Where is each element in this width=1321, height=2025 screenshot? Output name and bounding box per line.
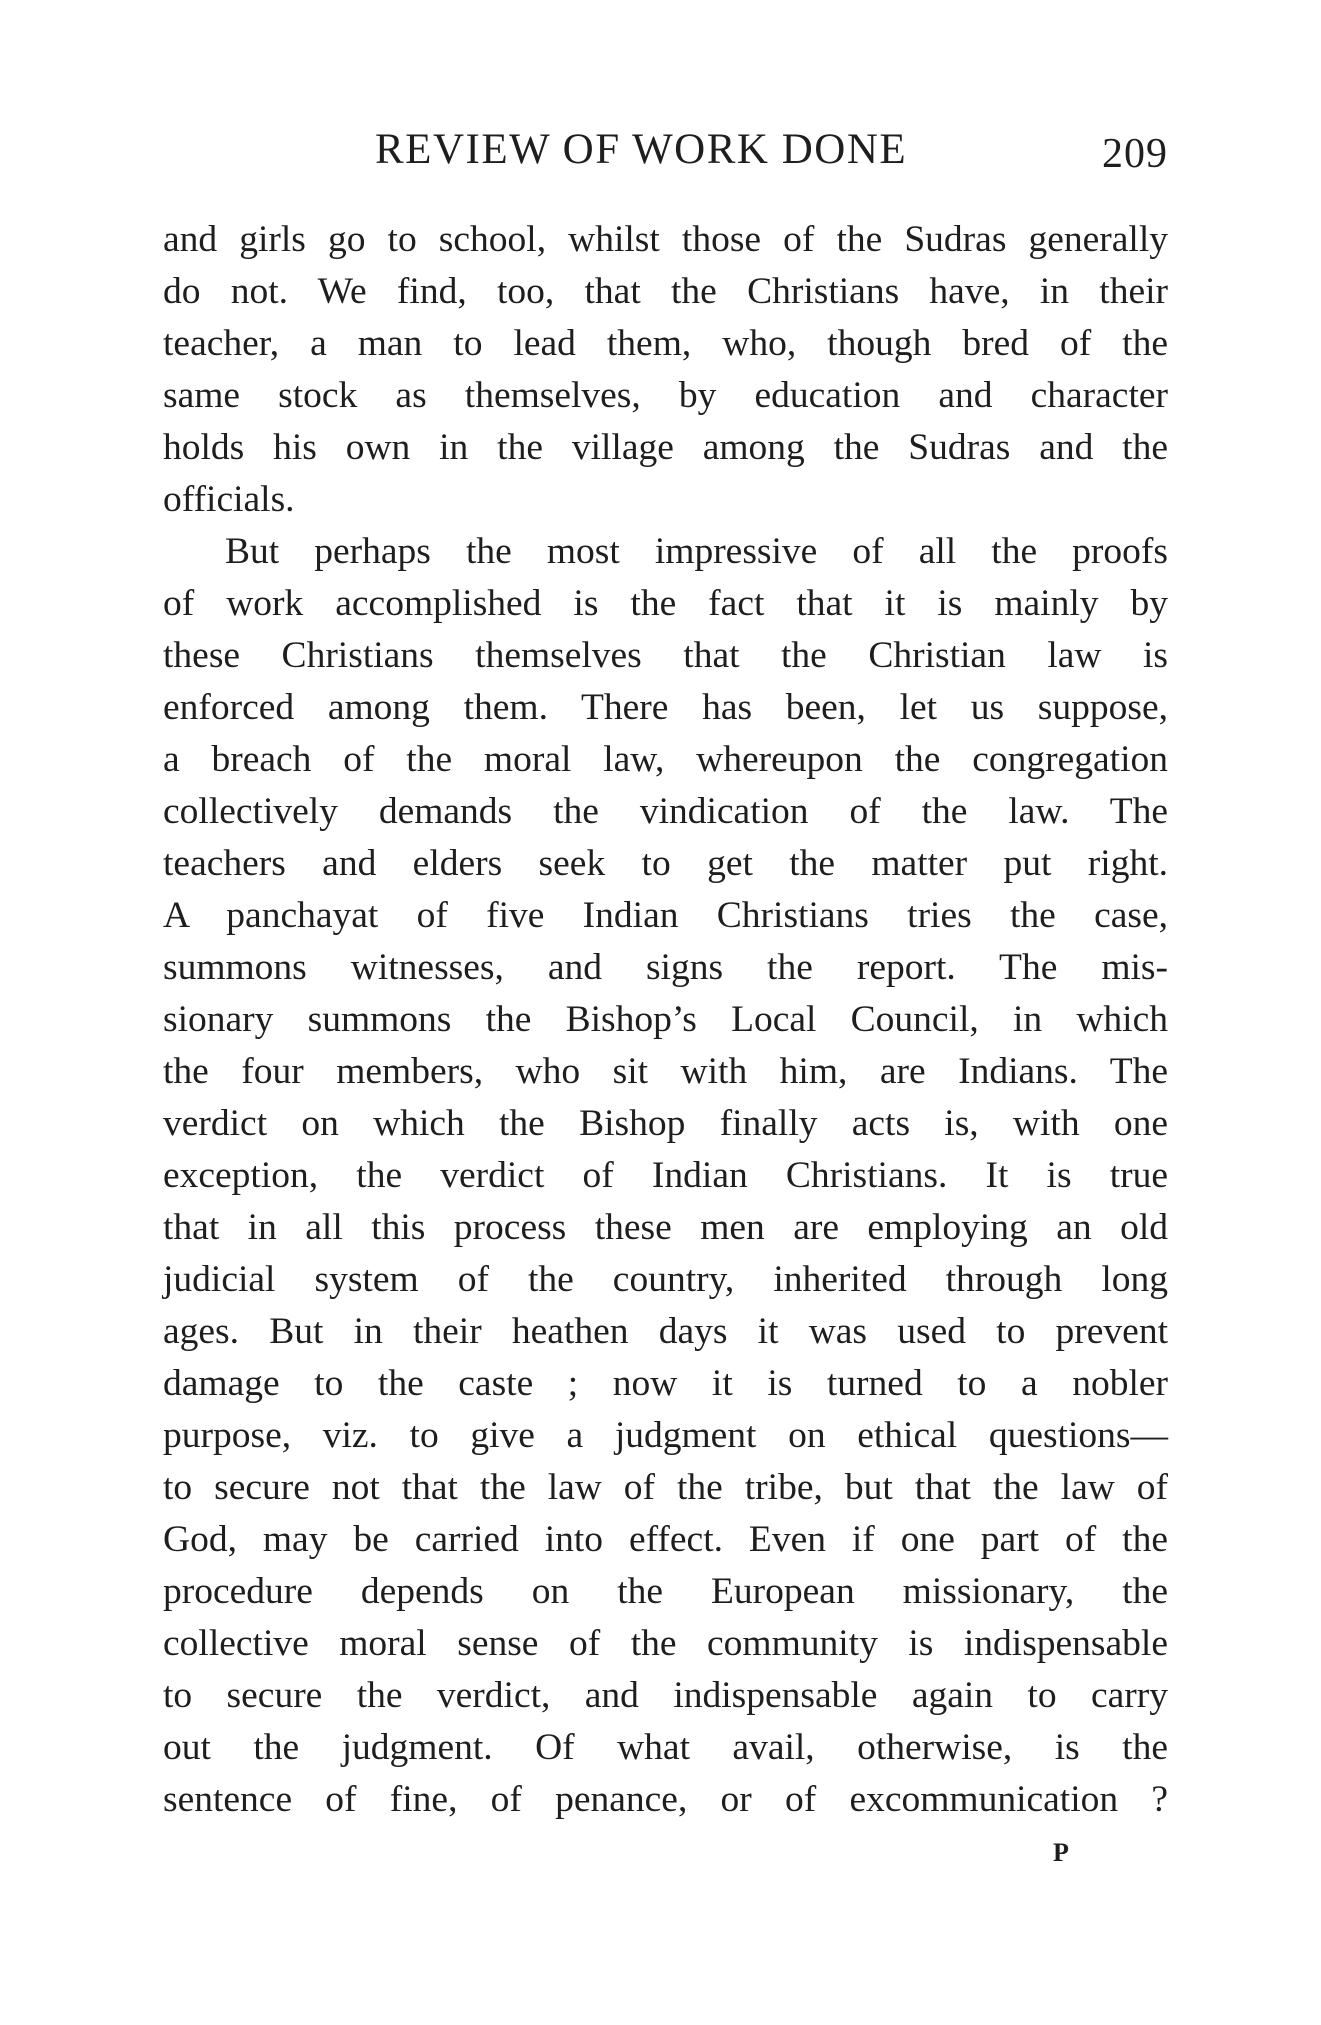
text-line: to secure the verdict, and indispensable again to carry — [163, 1675, 1168, 1716]
text-line: out the judgment. Of what avail, otherwise, is the — [163, 1727, 1168, 1768]
text-line: a breach of the moral law, whereupon the congregation — [163, 739, 1168, 780]
text-line: A panchayat of five Indian Christians tries the case, — [163, 895, 1168, 936]
text-line: But perhaps the most impressive of all the proofs — [225, 531, 1168, 572]
text-line: damage to the caste ; now it is turned to a nobler — [163, 1363, 1168, 1404]
body-text — [163, 214, 1168, 1826]
text-line: and girls go to school, whilst those of the Sudras generally — [163, 219, 1168, 260]
text-line: procedure depends on the European missionary, the — [163, 1571, 1168, 1612]
text-line: enforced among them. There has been, let us suppose, — [163, 687, 1168, 728]
text-line: sentence of fine, of penance, or of excommunication ? — [163, 1779, 1168, 1820]
text-line: summons witnesses, and signs the report. The mis- — [163, 947, 1168, 988]
text-line: of work accomplished is the fact that it is mainly by — [163, 583, 1168, 624]
text-line: same stock as themselves, by education and character — [163, 375, 1168, 416]
text-line: collectively demands the vindication of the law. The — [163, 791, 1168, 832]
text-line: sionary summons the Bishop’s Local Council, in which — [163, 999, 1168, 1040]
text-line: exception, the verdict of Indian Christians. It is true — [163, 1155, 1168, 1196]
signature-mark: P — [1053, 1838, 1069, 1867]
text-line: officials. — [163, 479, 295, 520]
text-line: holds his own in the village among the Sudras and the — [163, 427, 1168, 468]
text-line: these Christians themselves that the Christian law is — [163, 635, 1168, 676]
text-line: judicial system of the country, inherited through long — [163, 1259, 1168, 1300]
running-head — [163, 122, 1168, 178]
text-line: collective moral sense of the community is indispensable — [163, 1623, 1168, 1664]
text-line: to secure not that the law of the tribe, but that the law of — [163, 1467, 1168, 1508]
text-line: verdict on which the Bishop finally acts is, with one — [163, 1103, 1168, 1144]
text-line: do not. We find, too, that the Christians have, in their — [163, 271, 1168, 312]
text-line: purpose, viz. to give a judgment on ethical questions— — [163, 1415, 1168, 1456]
text-line: ages. But in their heathen days it was used to prevent — [163, 1311, 1168, 1352]
text-line: that in all this process these men are employing an old — [163, 1207, 1168, 1248]
text-line: teacher, a man to lead them, who, though bred of the — [163, 323, 1168, 364]
text-line: God, may be carried into effect. Even if one part of the — [163, 1519, 1168, 1560]
text-line: teachers and elders seek to get the matter put right. — [163, 843, 1168, 884]
running-title: REVIEW OF WORK DONE — [375, 126, 908, 173]
text-line: the four members, who sit with him, are Indians. The — [163, 1051, 1168, 1092]
page-number: 209 — [1102, 131, 1168, 177]
